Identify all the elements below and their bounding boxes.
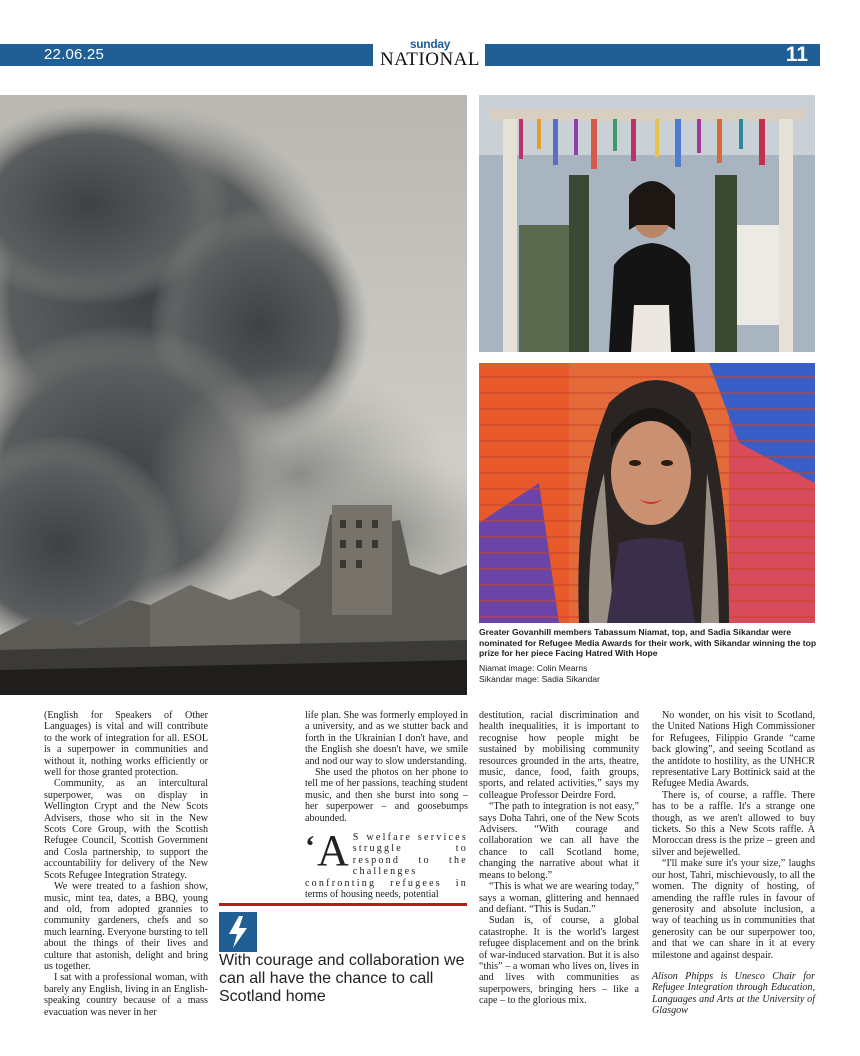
article-column-2 — [305, 710, 468, 901]
article-column-3 — [479, 710, 639, 1007]
paragraph: “The path to integration is not easy,” says Doha Tahri, one of the New Scots Advisers. “With courage and collaboration we can all have the chance to call Scotland home, changing the narrative about what it means to belong.” — [479, 801, 639, 881]
paragraph-continuation: terms of housing needs, potential — [305, 889, 439, 901]
author-bio: Alison Phipps is Unesco Chair for Refugee Integration through Education, Languages and Arts at the University of Glasgow — [652, 970, 815, 1017]
paragraph: There is, of course, a raffle. There has to be a raffle. It's a strange one though, as we aren't allowed to buy tickets. So this a New Scots raffle. A Moroccan dress is the prize – green and silver and bejewelled. — [652, 789, 815, 858]
quote-icon — [219, 912, 257, 952]
masthead-logo — [378, 38, 482, 70]
paragraph: No wonder, on his visit to Scotland, the United Nations High Commissioner for Refugees, Filippio Grande “came back glowing”, and seeing Scotland as the antidote to hostility, as the UNHCR representative Lary Bottinick said at the Refugee Media Awards. — [652, 710, 815, 790]
paragraph: (English for Speakers of Other Languages) is vital and will contribute to the work of integration for all. ESOL is a superpower in communities and without it, nothing works efficiently or well for those granted protection. — [44, 710, 208, 779]
drop-quote-mark: ‘ — [305, 830, 315, 864]
page-number: 11 — [785, 43, 808, 66]
article-column-1 — [44, 710, 208, 1018]
header-bar-right — [485, 44, 820, 66]
paragraph: Sudan is, of course, a global catastrophe. It is the world's largest refugee displacement and on the brink of war-induced starvation. But it is also “this” – a woman who lives on, lives in and lives with communities as superpowers, bringing hers – like a cape – to the glorious mix. — [479, 915, 639, 1007]
photo-credits — [479, 663, 819, 684]
masthead-national: NATIONAL — [379, 49, 481, 70]
paragraph: We were treated to a fashion show, music, mint tea, dates, a BBQ, young and old, from adopted grannies to community gardeners, chefs and so much learning. Everyone bursting to tell about the things of their lives and culture that astonish, delight and bring us together. — [44, 881, 208, 972]
photo-caption: Greater Govanhill members Tabassum Niamat, top, and Sadia Sikandar were nominated for Refugee Media Awards for their work, with Sikandar winning the top prize for her piece Facing Hatred With Hope — [479, 627, 817, 658]
paragraph: “I'll make sure it's your size,” laughs our host, Tahri, mischievously, to all the women. The dignity of hosting, of amending the raffle rules in favour of generosity and absolute inclusion, a way of teaching us in communities that generosity can be our superpower too, and that we can share in it at every milestone and against despair. — [652, 858, 815, 961]
smoke-over-city-photo — [0, 95, 467, 695]
sadia-sikandar-photo — [479, 363, 815, 623]
drop-cap: A — [317, 826, 349, 876]
paragraph: I sat with a professional woman, with barely any English, living in an English-speaking country because of a mass evacuation was never in her — [44, 972, 208, 1018]
tabassum-niamat-photo — [479, 95, 815, 352]
masthead-sunday: sunday — [409, 37, 451, 51]
paragraph: Community, as an intercultural superpower, was on display in Wellington Crypt and the New Scots Advisers, those who sit in the New Scots Core Group, with the Scottish Refugee Council, Scottish Government and Cosla partnership, to support the accountability for delivery of the New Scots Refugee Integration Strategy. — [44, 778, 208, 881]
paragraph: destitution, racial discrimination and health inequalities, it is important to recognise how people might be sustained by mobilising community resources grounded in the arts, theatre, music, dance, food, faith groups, sports, and related activities,” says my colleague Professor Deirdre Ford. — [479, 710, 639, 801]
pull-quote-rule — [219, 903, 467, 906]
page-header — [0, 37, 860, 70]
credit-sikandar: Sikandar mage: Sadia Sikandar — [479, 673, 600, 684]
paragraph: S welfare services struggle to respond to the challenges confronting refugees in — [305, 832, 468, 889]
paragraph: life plan. She was formerly employed in a university, and as we stutter back and forth in the Ukrainian I don't have, and the English she doesn't have, we smile and nod our way to slow understanding. — [305, 710, 468, 767]
paragraph: “This is what we are wearing today,” says a woman, glittering and hennaed and defiant. “This is Sudan.” — [479, 881, 639, 915]
credit-niamat: Niamat image: Colin Mearns — [479, 663, 588, 673]
issue-date: 22.06.25 — [44, 46, 104, 63]
article-column-4 — [652, 710, 815, 1017]
pull-quote: With courage and collaboration we can all have the chance to call Scotland home — [219, 952, 465, 1005]
paragraph: She used the photos on her phone to tell me of her passions, teaching student music, and then she burst into song – her superpower – and goosebumps abounded. — [305, 767, 468, 824]
section-break — [305, 826, 468, 901]
